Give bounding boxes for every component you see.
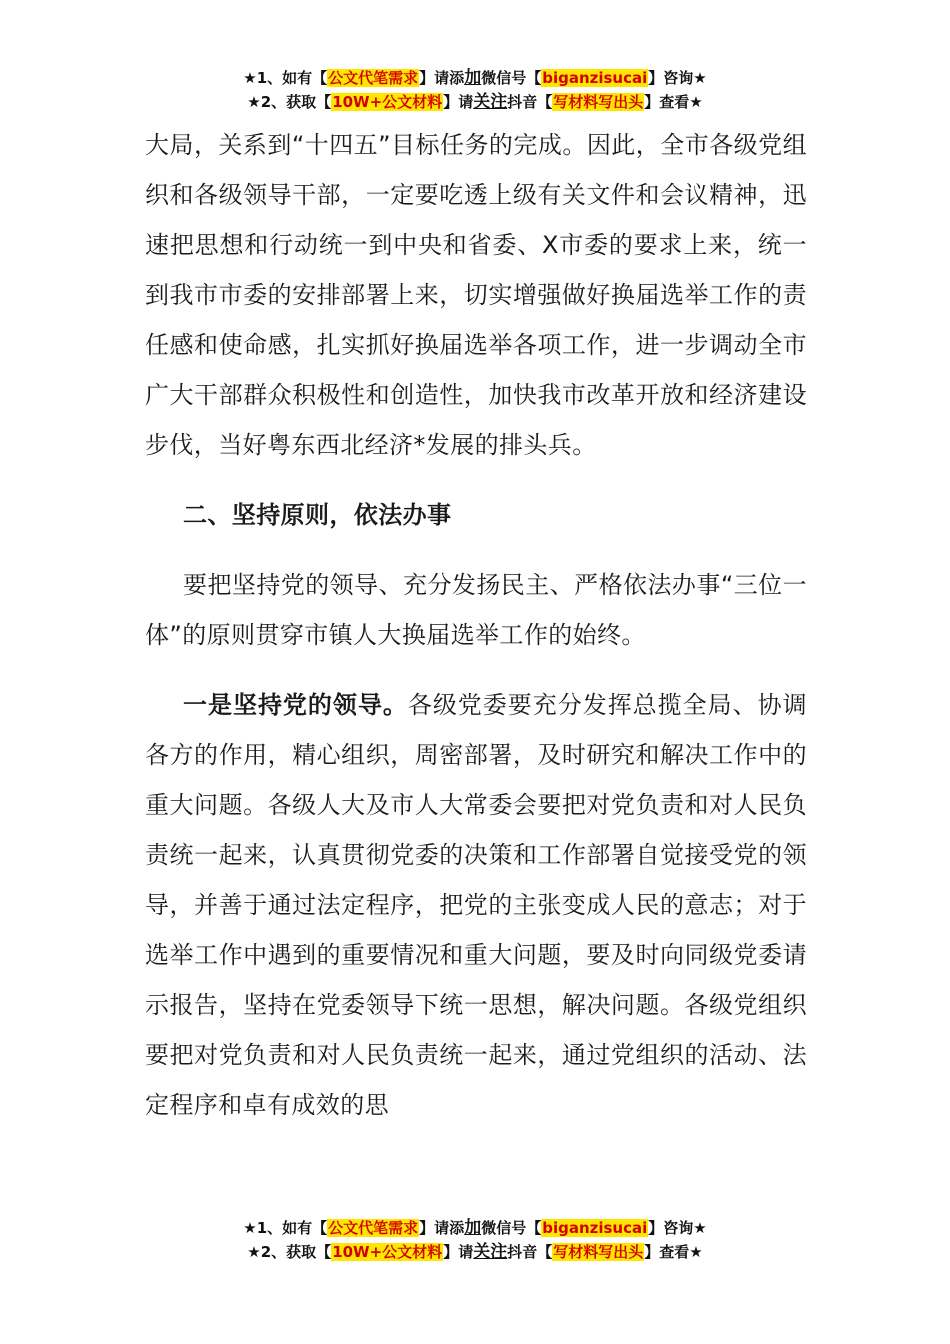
promo-line-2: [0, 90, 950, 114]
promo-line-1: [0, 66, 950, 90]
promo-text: 】查看★: [644, 93, 703, 111]
promo-text: 】咨询★: [648, 69, 707, 87]
promo-emphasis: 关注: [473, 92, 508, 112]
promo-highlight: 写材料写出头: [553, 1243, 644, 1261]
promo-highlight: 公文代笔需求: [328, 69, 419, 87]
promo-text: ★2、获取【: [247, 1243, 332, 1261]
promo-banner-top: [0, 66, 950, 114]
promo-text: ★2、获取【: [247, 93, 332, 111]
promo-highlight: 10W+公文材料: [332, 93, 443, 111]
promo-text: 】请: [443, 93, 474, 111]
promo-emphasis: 加: [464, 68, 482, 88]
promo-text: 】查看★: [644, 1243, 703, 1261]
promo-highlight: biganzisucai: [542, 69, 648, 87]
promo-text: 微信号【: [481, 1219, 542, 1237]
paragraph: 要把坚持党的领导、充分发扬民主、严格依法办事“三位一体”的原则贯穿市镇人大换届选举工作的始终。: [145, 571, 807, 649]
promo-line-2: [0, 1240, 950, 1264]
promo-text: 】咨询★: [648, 1219, 707, 1237]
paragraph-text: 各级党委要充分发挥总揽全局、协调各方的作用，精心组织，周密部署，及时研究和解决工作中的重大问题。各级人大及市人大常委会要把对党负责和对人民负责统一起来，认真贯彻党委的决策和工作部署自觉接受党的领导，并善于通过法定程序，把党的主张变成人民的意志；对于选举工作中遇到的重要情况和重大问题，要及时向同级党委请示报告，坚持在党委领导下统一思想，解决问题。各级党组织要把对党负责和对人民负责统一起来，通过党组织的活动、法定程序和卓有成效的思: [145, 691, 807, 1119]
promo-text: 抖音【: [507, 1243, 553, 1261]
promo-line-1: [0, 1216, 950, 1240]
document-body: [145, 120, 807, 1130]
promo-banner-bottom: [0, 1216, 950, 1264]
promo-text: 】请添: [419, 69, 465, 87]
promo-text: 抖音【: [507, 93, 553, 111]
promo-text: 】请: [443, 1243, 474, 1261]
promo-highlight: biganzisucai: [542, 1219, 648, 1237]
promo-emphasis: 加: [464, 1218, 482, 1238]
promo-text: ★1、如有【: [243, 69, 328, 87]
promo-highlight: 公文代笔需求: [328, 1219, 419, 1237]
promo-highlight: 10W+公文材料: [332, 1243, 443, 1261]
promo-highlight: 写材料写出头: [553, 93, 644, 111]
section-heading: 二、坚持原则，依法办事: [183, 501, 452, 529]
paragraph: 大局，关系到“十四五”目标任务的完成。因此，全市各级党组织和各级领导干部，一定要吃透上级有关文件和会议精神，迅速把思想和行动统一到中央和省委、X市委的要求上来，统一到我市市委的安排部署上来，切实增强做好换届选举工作的责任感和使命感，扎实抓好换届选举各项工作，进一步调动全市广大干部群众积极性和创造性，加快我市改革开放和经济建设步伐，当好粤东西北经济*发展的排头兵。: [145, 131, 807, 459]
paragraph: [145, 680, 807, 1130]
promo-text: 微信号【: [481, 69, 542, 87]
promo-text: ★1、如有【: [243, 1219, 328, 1237]
promo-emphasis: 关注: [473, 1242, 508, 1262]
paragraph-lead: 一是坚持党的领导。: [183, 691, 408, 719]
promo-text: 】请添: [419, 1219, 465, 1237]
